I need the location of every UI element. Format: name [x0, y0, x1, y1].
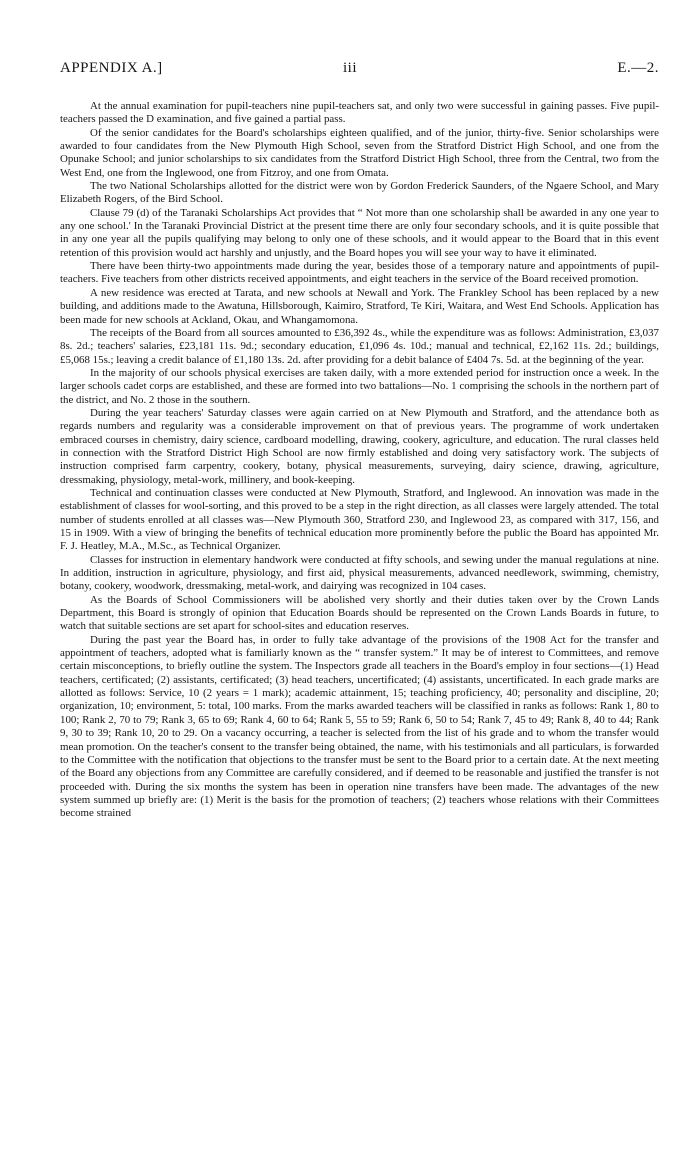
appendix-label: APPENDIX A.] [60, 60, 163, 76]
paragraph-appointments: There have been thirty-two appointments made during the year, besides those of a temporary nature and appointments of pupil-teachers. Five teachers from other districts received appointments, and eight teachers in the service of the Board received promotion. [60, 260, 659, 286]
document-code: E.—2. [617, 60, 659, 76]
paragraph-clause-79: Clause 79 (d) of the Taranaki Scholarships Act provides that “ Not more than one scholarship shall be awarded in any one year to any one school.' In the Taranaki Provincial District at the present time there are only four secondary schools, and it is quite possible that in any one year all the pupils qualifying may belong to only one of these schools, and it would appear to the Board that in this event retention of this provision would act harshly and unjustly, and the Board hopes you will see your way to have it eliminated. [60, 206, 659, 259]
body-text [60, 100, 659, 821]
paragraph-transfer-system: During the past year the Board has, in order to fully take advantage of the provisions of the 1908 Act for the transfer and appointment of teachers, adopted what is familiarly known as the “ transfer system.” It may be of interest to Committees, and remove certain misconceptions, to briefly outline the system. The Inspectors grade all teachers in the Board's employ in four sections—(1) Head teachers, certificated; (2) assistants, certificated; (3) head teachers, uncertificated; (4) assistants, uncertificated. In each grade marks are allotted as follows: Service, 10 (2 years = 1 mark); academic attainment, 15; teaching proficiency, 40; personality and discipline, 20; organization, 10; environment, 5: total, 100 marks. From the marks awarded teachers will be classified in ranks as follows: Rank 1, 80 to 100; Rank 2, 70 to 79; Rank 3, 65 to 69; Rank 4, 60 to 64; Rank 5, 55 to 59; Rank 6, 50 to 54; Rank 7, 45 to 49; Rank 8, 40 to 44; Rank 9, 30 to 39; Rank 10, 20 to 29. On a vacancy occurring, a teacher is selected from the list of his grade and to whom the transfer would mean promotion. On the teacher's consent to the transfer being obtained, the name, with his testimonials and all particulars, is forwarded to the Committee with the notification that objections to the transfer must be sent to the Board prior to a certain date. At the next meeting of the Board any objections from any Committee are carefully considered, and if deemed to be reasonable and justified the transfer is not proceeded with. During the six months the system has been in operation nine transfers have been made. The advantages of the new system summed up briefly are: (1) Merit is the basis for the promotion of teachers; (2) teachers whose relations with their Committees become strained [60, 633, 659, 820]
paragraph-saturday-classes: During the year teachers' Saturday classes were again carried on at New Plymouth and Stratford, and the attendance both as regards numbers and regularity was a considerable improvement on that of previous years. The programme of work undertaken embraced courses in chemistry, dairy science, cardboard modelling, drawing, cookery, agriculture, and education. The rural classes held in connection with the Stratford District High School are now firmly established and doing very satisfactory work. The subjects of instruction comprised farm carpentry, cookery, botany, physical measurements, surveying, dairy science, drawing, agriculture, dressmaking, physiology, metal-work, millinery, and book-keeping. [60, 406, 659, 486]
paragraph-scholarships: Of the senior candidates for the Board's scholarships eighteen qualified, and of the junior, thirty-five. Senior scholarships were awarded to four candidates from the New Plymouth High School, seven from the Stratford District High School, and one from the Opunake School; and junior scholarships to six candidates from the Stratford District High School, three from the Central, two from the West End, one from the Inglewood, one from Fitzroy, and one from Omata. [60, 126, 659, 179]
paragraph-technical-classes: Technical and continuation classes were conducted at New Plymouth, Stratford, and Inglewood. An innovation was made in the establishment of classes for wool-sorting, and this proved to be a step in the right direction, as all classes were largely attended. The total number of students enrolled at all classes was—New Plymouth 360, Stratford 230, and Inglewood 23, as compared with 317, 156, and 15 in 1909. With a view of bringing the benefits of technical education more prominently before the public the Board has appointed Mr. F. J. Heatley, M.A., M.Sc., as Technical Organizer. [60, 486, 659, 553]
paragraph-handwork: Classes for instruction in elementary handwork were conducted at fifty schools, and sewing under the manual regulations at nine. In addition, instruction in agriculture, physiology, and first aid, physical measurements, advanced needlework, swimming, chemistry, botany, cookery, woodwork, dressmaking, metal-work, and dairying was recognized in 104 cases. [60, 553, 659, 593]
paragraph-buildings: A new residence was erected at Tarata, and new schools at Newall and York. The Frankley School has been replaced by a new building, and additions made to the Awatuna, Hillsborough, Kaimiro, Stratford, Te Kiri, Waitara, and West End Schools. Application has been made for new schools at Ackland, Okau, and Whangamomona. [60, 286, 659, 326]
paragraph-pupil-teachers: At the annual examination for pupil-teachers nine pupil-teachers sat, and only two were successful in gaining passes. Five pupil-teachers passed the D examination, and five gained a partial pass. [60, 100, 659, 126]
paragraph-finances: The receipts of the Board from all sources amounted to £36,392 4s., while the expenditure was as follows: Administration, £3,037 8s. 2d.; teachers' salaries, £23,181 11s. 9d.; secondary education, £1,096 4s. 10d.; manual and technical, £2,162 11s. 2d.; buildings, £5,068 15s.; leaving a credit balance of £1,180 13s. 2d. after providing for a debit balance of £404 7s. 5d. at the beginning of the year. [60, 326, 659, 366]
paragraph-national-scholarships: The two National Scholarships allotted for the district were won by Gordon Frederick Saunders, of the Ngaere School, and Mary Elizabeth Rogers, of the Bird School. [60, 180, 659, 206]
paragraph-school-commissioners: As the Boards of School Commissioners will be abolished very shortly and their duties taken over by the Crown Lands Department, this Board is strongly of opinion that Education Boards should be represented on the Crown Lands Boards in future, to watch that suitable sections are set apart for school-sites and education reserves. [60, 593, 659, 633]
running-header [60, 60, 659, 80]
paragraph-physical-exercises: In the majority of our schools physical exercises are taken daily, with a more extended period for instruction once a week. In the larger schools cadet corps are established, and these are formed into two battalions—No. 1 comprising the schools in the northern part of the district, and No. 2 those in the southern. [60, 366, 659, 406]
page-number: iii [343, 60, 358, 76]
